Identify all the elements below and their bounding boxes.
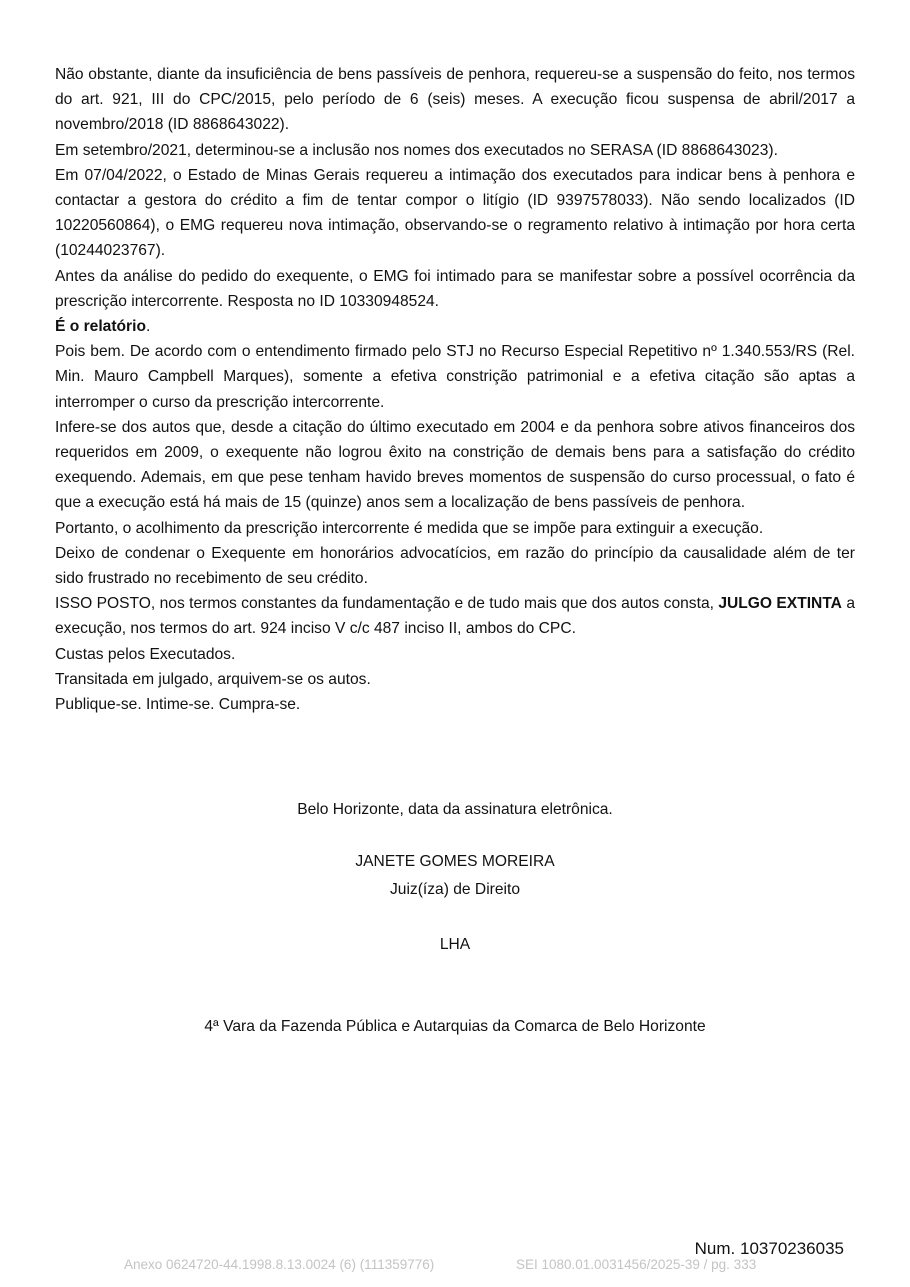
judge-name: JANETE GOMES MOREIRA	[355, 853, 555, 870]
paragraph-report	[55, 314, 855, 339]
ruling-intro: ISSO POSTO, nos termos constantes da fundamentação e de tudo mais que dos autos consta,	[55, 595, 719, 613]
paragraph-costs: Custas pelos Executados.	[55, 645, 236, 663]
document-number: Num. 10370236035	[694, 1239, 844, 1258]
report-heading-period: .	[145, 318, 151, 336]
paragraph-fees: Deixo de condenar o Exequente em honorários advocatícios, em razão do princípio da causalidade além de ter sido frustrado no recebimento de seu crédito.	[55, 544, 855, 588]
paragraph-publish: Publique-se. Intime-se. Cumpra-se.	[55, 696, 301, 714]
judge-role: Juiz(íza) de Direito	[390, 881, 520, 898]
city-date: Belo Horizonte, data da assinatura eletrônica.	[297, 801, 613, 818]
paragraph-intimation: Em 07/04/2022, o Estado de Minas Gerais requereu a intimação dos executados para indicar bens à penhora e contactar a gestora do crédito a fim de tentar compor o litígio (ID 9397578033). Não sendo localizados (ID 10220560864), o EMG requereu nova intimação, observando-se o regramento relativo à intimação por hora certa (10244023767).	[55, 166, 855, 260]
paragraph-prescription-notice: Antes da análise do pedido do exequente, o EMG foi intimado para se manifestar sobre a possível ocorrência da prescrição intercorrente. Resposta no ID 10330948524.	[55, 267, 855, 310]
court-name: 4ª Vara da Fazenda Pública e Autarquias da Comarca de Belo Horizonte	[204, 1018, 706, 1035]
paragraph-ruling	[55, 591, 855, 641]
paragraph-serasa: Em setembro/2021, determinou-se a inclusão nos nomes dos executados no SERASA (ID 8868643023).	[55, 141, 778, 159]
ruling-basis: a execução, nos termos do art. 924 inciso V c/c 487 inciso II, ambos do CPC.	[55, 595, 855, 638]
footer-sei-page: SEI 1080.01.0031456/2025-39 / pg. 333	[516, 1257, 757, 1272]
clerk-initials: LHA	[439, 936, 471, 953]
report-heading: É o relatório	[55, 318, 146, 336]
footer-annex: Anexo 0624720-44.1998.8.13.0024 (6) (111359776)	[124, 1257, 435, 1272]
ruling-decision: JULGO EXTINTA	[718, 595, 842, 613]
paragraph-suspension: Não obstante, diante da insuficiência de bens passíveis de penhora, requereu-se a suspensão do feito, nos termos do art. 921, III do CPC/2015, pelo período de 6 (seis) meses. A execução ficou suspensa de abril/2017 a novembro/2018 (ID 8868643022).	[55, 66, 855, 134]
paragraph-stj-precedent: Pois bem. De acordo com o entendimento firmado pelo STJ no Recurso Especial Repetitivo nº 1.340.553/RS (Rel. Min. Mauro Campbell Marques), somente a efetiva constrição patrimonial e a efetiva citação são aptas a interromper o curso da prescrição intercorrente.	[55, 343, 855, 411]
paragraph-archive: Transitada em julgado, arquivem-se os autos.	[55, 670, 371, 688]
paragraph-analysis: Infere-se dos autos que, desde a citação do último executado em 2004 e da penhora sobre ativos financeiros dos requeridos em 2009, o exequente não logrou êxito na constrição de demais bens para a satisfação do crédito exequendo. Ademais, em que pese tenham havido breves momentos de suspensão do curso processual, o fato é que a execução está há mais de 15 (quinze) anos sem a localização de bens passíveis de penhora.	[55, 418, 855, 512]
document-body	[55, 62, 855, 717]
paragraph-conclusion: Portanto, o acolhimento da prescrição intercorrente é medida que se impõe para extinguir a execução.	[55, 519, 764, 537]
